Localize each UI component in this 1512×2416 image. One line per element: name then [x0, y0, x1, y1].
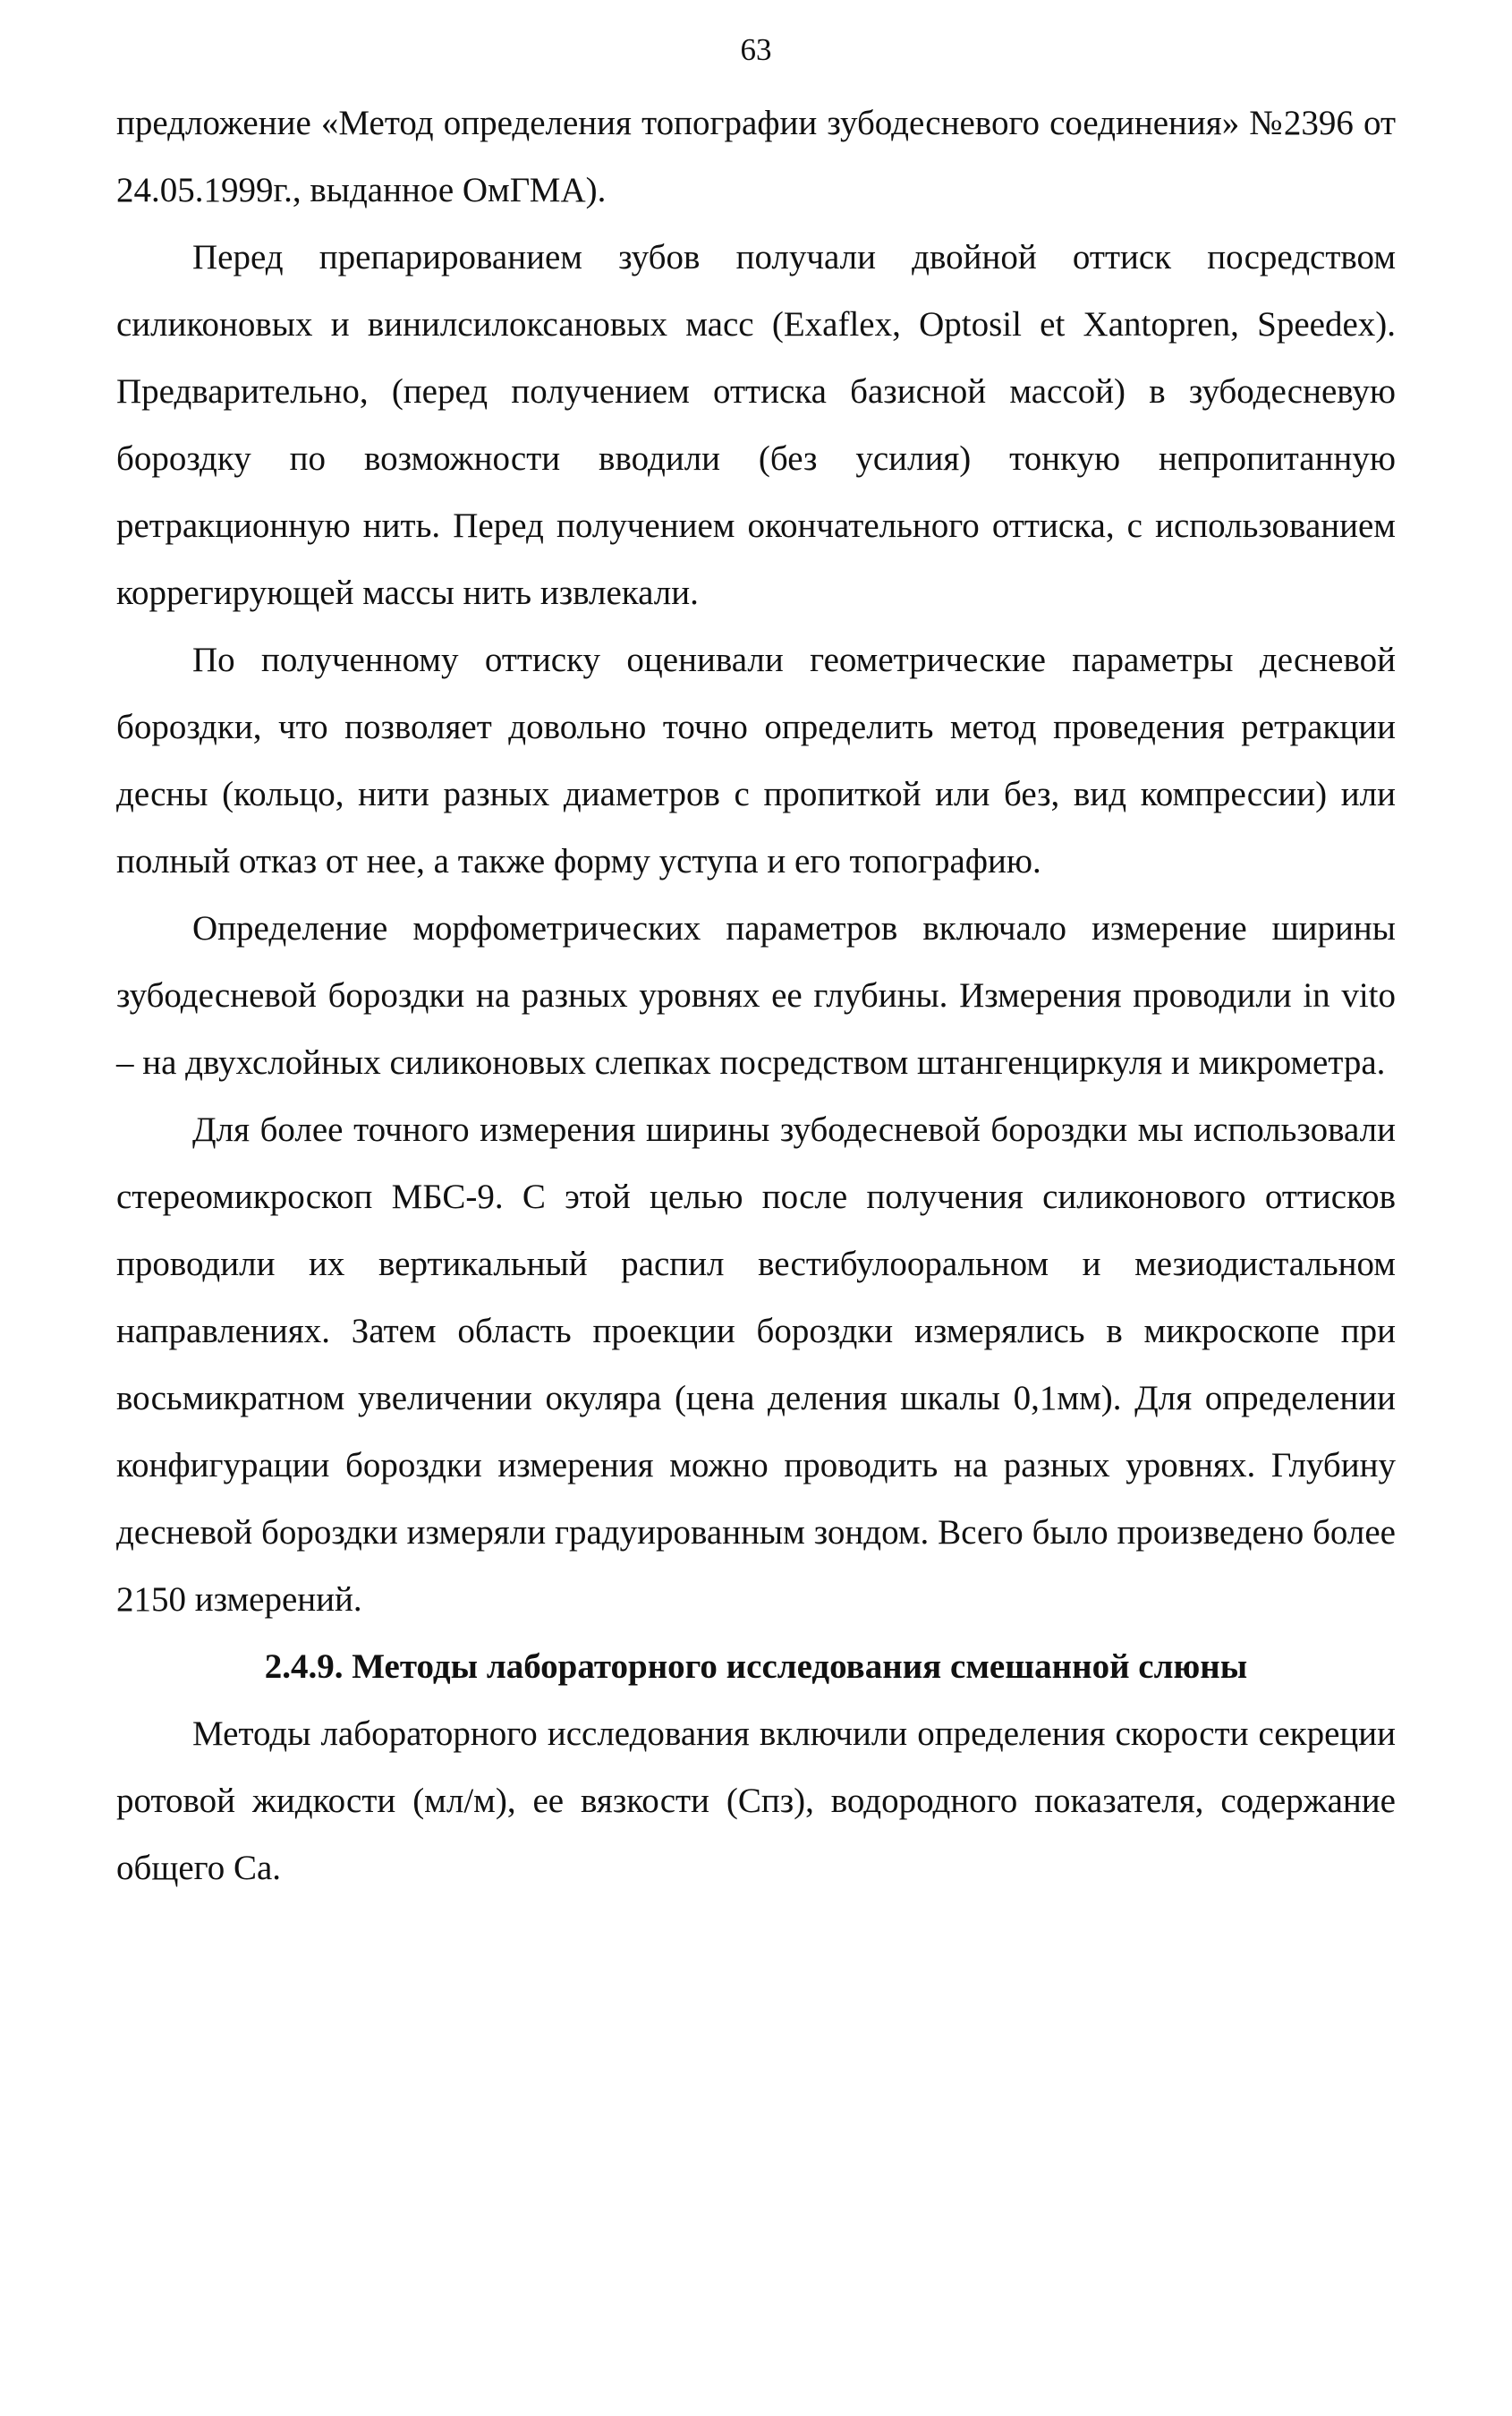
paragraph-sulcus-parameters: По полученному оттиску оценивали геометрические параметры десневой бороздки, что позволяет довольно точно определить метод проведения ретракции десны (кольцо, нити разных диаметров с пропиткой или без, вид компрессии) или полный отказ от нее, а также форму уступа и его топографию.	[116, 641, 1396, 880]
paragraph-impression-method: Перед препарированием зубов получали двойной оттиск посредством силиконовых и винилсилоксановых масс (Exaflex, Optosil et Xantopren, Speedex). Предварительно, (перед получением оттиска базисной массой) в зубодесневую бороздку по возможности вводили (без усилия) тонкую непропитанную ретракционную нить. Перед получением окончательного оттиска, с использованием коррегирующей массы нить извлекали.	[116, 238, 1396, 612]
paragraph-morphometry: Определение морфометрических параметров включало измерение ширины зубодесневой бороздки на разных уровнях ее глубины. Измерения проводили in vito – на двухслойных силиконовых слепках посредством штангенциркуля и микрометра.	[116, 909, 1396, 1082]
paragraph-stereomicroscope: Для более точного измерения ширины зубодесневой бороздки мы использовали стереомикроскоп МБС-9. С этой целью после получения силиконового оттисков проводили их вертикальный распил вестибулооральном и мезиодистальном направлениях. Затем область проекции бороздки измерялись в микроскопе при восьмикратном увеличении окуляра (цена деления шкалы 0,1мм). Для определении конфигурации бороздки измерения можно проводить на разных уровнях. Глубину десневой бороздки измеряли градуированным зондом. Всего было произведено более 2150 измерений.	[116, 1110, 1396, 1619]
paragraph-saliva-methods: Методы лабораторного исследования включили определения скорости секреции ротовой жидкости (мл/м), ее вязкости (Спз), водородного показателя, содержание общего Са.	[116, 1714, 1396, 1887]
page-number: 63	[740, 32, 772, 67]
section-heading: 2.4.9. Методы лабораторного исследования смешанной слюны	[264, 1647, 1248, 1686]
body-text	[116, 89, 1396, 1901]
paragraph-continuation: предложение «Метод определения топографии зубодесневого соединения» №2396 от 24.05.1999г., выданное ОмГМА).	[116, 104, 1396, 209]
